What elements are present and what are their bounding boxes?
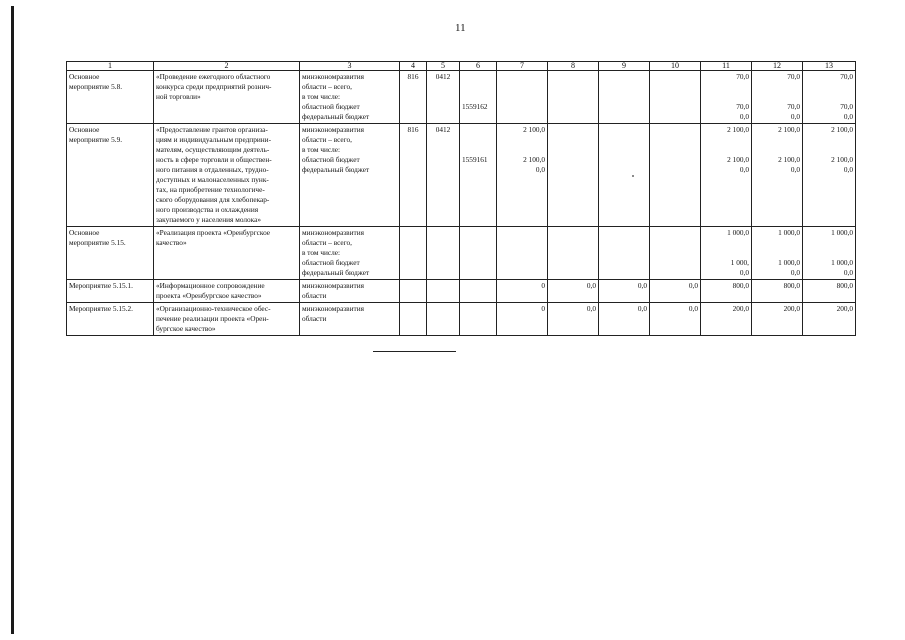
table-cell-col-5 xyxy=(427,71,460,124)
table-cell-col-6 xyxy=(460,124,497,227)
cell-text-line xyxy=(703,248,749,258)
cell-text-line: Мероприятие 5.15.1. xyxy=(69,281,133,290)
col-header-6: 6 xyxy=(460,62,497,71)
table-cell-col-7 xyxy=(497,124,548,227)
cell-text-line xyxy=(462,145,494,155)
cell-text-line: 0,0 xyxy=(790,165,800,174)
cell-text-line: «Организационно-техническое обес- xyxy=(156,304,271,313)
table-cell-col-3 xyxy=(300,71,400,124)
cell-text-line xyxy=(754,135,800,145)
cell-text-line: бургское качество» xyxy=(156,324,216,333)
cell-text-line: Основное xyxy=(69,72,100,81)
col-header-10: 10 xyxy=(650,62,701,71)
table-cell-col-13 xyxy=(803,227,856,280)
table-row xyxy=(67,124,856,227)
cell-text-line: 816 xyxy=(407,125,419,134)
cell-text-line: 70,0 xyxy=(736,72,749,81)
cell-text-line: минэкономразвития xyxy=(302,125,364,134)
cell-text-line: мероприятие 5.8. xyxy=(69,82,123,91)
cell-text-line: циям и индивидуальным предприни- xyxy=(156,135,272,144)
table-cell-col-11 xyxy=(701,280,752,303)
table-row xyxy=(67,280,856,303)
cell-text-line xyxy=(703,238,749,248)
cell-text-line xyxy=(462,135,494,145)
table-cell-col-3 xyxy=(300,303,400,336)
cell-text-line: 70,0 xyxy=(787,72,800,81)
col-header-2: 2 xyxy=(154,62,300,71)
cell-text-line: 2 100,0 xyxy=(727,155,749,164)
col-header-5: 5 xyxy=(427,62,460,71)
cell-text-line xyxy=(703,92,749,102)
cell-text-line: 0,0 xyxy=(843,268,853,277)
cell-text-line xyxy=(754,92,800,102)
table-cell-col-10 xyxy=(650,227,701,280)
table-cell-col-6 xyxy=(460,71,497,124)
cell-text-line: 200,0 xyxy=(732,304,749,313)
header-row xyxy=(67,62,856,71)
end-rule xyxy=(373,351,456,352)
cell-text-line: области xyxy=(302,291,327,300)
table-cell-col-4 xyxy=(400,71,427,124)
table-cell-col-5 xyxy=(427,227,460,280)
col-header-9: 9 xyxy=(599,62,650,71)
cell-text-line: минэкономразвития xyxy=(302,228,364,237)
cell-text-line xyxy=(754,238,800,248)
cell-text-line: 2 100,0 xyxy=(727,125,749,134)
cell-text-line xyxy=(754,248,800,258)
table-cell-col-5 xyxy=(427,280,460,303)
cell-text-line: 70,0 xyxy=(840,72,853,81)
col-header-13: 13 xyxy=(803,62,856,71)
cell-text-line: 0,0 xyxy=(739,165,749,174)
cell-text-line: 0412 xyxy=(435,72,451,81)
cell-text-line: 0,0 xyxy=(688,304,698,313)
table-cell-col-4 xyxy=(400,227,427,280)
col-header-3: 3 xyxy=(300,62,400,71)
table-cell-col-8 xyxy=(548,303,599,336)
cell-text-line: минэкономразвития xyxy=(302,72,364,81)
table-cell-col-9 xyxy=(599,124,650,227)
cell-text-line: ного производства и охлаждения xyxy=(156,205,259,214)
cell-text-line xyxy=(805,82,853,92)
cell-text-line xyxy=(703,82,749,92)
table-cell-col-5 xyxy=(427,124,460,227)
table-cell-col-1 xyxy=(67,71,154,124)
cell-text-line xyxy=(805,248,853,258)
table-cell-col-4 xyxy=(400,303,427,336)
cell-text-line: минэкономразвития xyxy=(302,304,364,313)
table-cell-col-4 xyxy=(400,280,427,303)
cell-text-line: 2 100,0 xyxy=(831,155,853,164)
cell-text-line: 2 100,0 xyxy=(523,125,545,134)
cell-text-line: «Реализация проекта «Оренбургское xyxy=(156,228,271,237)
cell-text-line: 1 000,0 xyxy=(727,228,749,237)
cell-text-line: Мероприятие 5.15.2. xyxy=(69,304,133,313)
cell-text-line: доступных и малонаселенных пунк- xyxy=(156,175,269,184)
table-cell-col-2 xyxy=(154,303,300,336)
table-cell-col-8 xyxy=(548,227,599,280)
table-row xyxy=(67,227,856,280)
cell-text-line: в том числе: xyxy=(302,145,341,154)
table-cell-col-8 xyxy=(548,71,599,124)
cell-text-line: печение реализации проекта «Орен- xyxy=(156,314,269,323)
cell-text-line xyxy=(805,145,853,155)
cell-text-line xyxy=(462,82,494,92)
cell-text-line: 1 000,0 xyxy=(831,228,853,237)
page-number: 11 xyxy=(455,22,466,34)
table-cell-col-12 xyxy=(752,71,803,124)
table-cell-col-1 xyxy=(67,227,154,280)
cell-text-line xyxy=(499,135,545,145)
col-header-7: 7 xyxy=(497,62,548,71)
cell-text-line xyxy=(499,145,545,155)
col-header-1: 1 xyxy=(67,62,154,71)
table-cell-col-2 xyxy=(154,71,300,124)
table-row xyxy=(67,303,856,336)
table-cell-col-11 xyxy=(701,227,752,280)
cell-text-line: 1 000,0 xyxy=(778,228,800,237)
cell-text-line: 800,0 xyxy=(732,281,749,290)
cell-text-line xyxy=(703,135,749,145)
col-header-4: 4 xyxy=(400,62,427,71)
cell-text-line: мероприятие 5.9. xyxy=(69,135,123,144)
cell-text-line: 2 100,0 xyxy=(778,125,800,134)
cell-text-line: 800,0 xyxy=(783,281,800,290)
cell-text-line: ного питания в отдаленных, трудно- xyxy=(156,165,269,174)
table-cell-col-10 xyxy=(650,124,701,227)
cell-text-line: области – всего, xyxy=(302,82,352,91)
scan-speck xyxy=(632,175,634,177)
table-cell-col-3 xyxy=(300,280,400,303)
table-cell-col-7 xyxy=(497,280,548,303)
cell-text-line: ной торговли» xyxy=(156,92,201,101)
col-header-11: 11 xyxy=(701,62,752,71)
table-cell-col-12 xyxy=(752,280,803,303)
cell-text-line: 70,0 xyxy=(787,102,800,111)
cell-text-line: закупаемого у населения молока» xyxy=(156,215,261,224)
cell-text-line: 0,0 xyxy=(739,112,749,121)
cell-text-line: «Предоставление грантов организа- xyxy=(156,125,268,134)
cell-text-line: областной бюджет xyxy=(302,102,360,111)
cell-text-line: 0,0 xyxy=(637,304,647,313)
cell-text-line xyxy=(462,72,494,82)
cell-text-line: 1 000, xyxy=(730,258,749,267)
cell-text-line: областной бюджет xyxy=(302,155,360,164)
cell-text-line: 0,0 xyxy=(790,268,800,277)
cell-text-line: 1559161 xyxy=(462,155,488,164)
cell-text-line: 0 xyxy=(541,304,545,313)
table-cell-col-9 xyxy=(599,227,650,280)
table-cell-col-9 xyxy=(599,71,650,124)
table-cell-col-7 xyxy=(497,303,548,336)
table-cell-col-13 xyxy=(803,124,856,227)
table-cell-col-8 xyxy=(548,280,599,303)
table-cell-col-7 xyxy=(497,227,548,280)
table-cell-col-3 xyxy=(300,227,400,280)
table-cell-col-11 xyxy=(701,124,752,227)
cell-text-line: федеральный бюджет xyxy=(302,112,370,121)
cell-text-line: 0,0 xyxy=(535,165,545,174)
table-cell-col-2 xyxy=(154,227,300,280)
table-cell-col-12 xyxy=(752,124,803,227)
cell-text-line: мероприятие 5.15. xyxy=(69,238,126,247)
table-cell-col-10 xyxy=(650,280,701,303)
table-cell-col-6 xyxy=(460,227,497,280)
cell-text-line: минэкономразвития xyxy=(302,281,364,290)
cell-text-line: 200,0 xyxy=(783,304,800,313)
cell-text-line xyxy=(754,145,800,155)
cell-text-line: 2 100,0 xyxy=(778,155,800,164)
cell-text-line: 1559162 xyxy=(462,102,488,111)
table-cell-col-5 xyxy=(427,303,460,336)
col-header-8: 8 xyxy=(548,62,599,71)
cell-text-line: Основное xyxy=(69,228,100,237)
cell-text-line: конкурса среди предприятий рознич- xyxy=(156,82,272,91)
cell-text-line: 0,0 xyxy=(688,281,698,290)
cell-text-line: «Проведение ежегодного областного xyxy=(156,72,271,81)
cell-text-line: 0,0 xyxy=(843,165,853,174)
cell-text-line: в том числе: xyxy=(302,92,341,101)
cell-text-line: 1 000,0 xyxy=(778,258,800,267)
cell-text-line: «Информационное сопровождение xyxy=(156,281,265,290)
table-cell-col-1 xyxy=(67,303,154,336)
table-cell-col-6 xyxy=(460,280,497,303)
cell-text-line: 2 100,0 xyxy=(523,155,545,164)
cell-text-line: 0,0 xyxy=(843,112,853,121)
cell-text-line: 0,0 xyxy=(637,281,647,290)
table-cell-col-7 xyxy=(497,71,548,124)
cell-text-line xyxy=(462,92,494,102)
table-cell-col-2 xyxy=(154,124,300,227)
cell-text-line: 0,0 xyxy=(790,112,800,121)
cell-text-line: 0,0 xyxy=(586,281,596,290)
table-cell-col-8 xyxy=(548,124,599,227)
table-cell-col-4 xyxy=(400,124,427,227)
table-cell-col-10 xyxy=(650,71,701,124)
cell-text-line: 816 xyxy=(407,72,419,81)
cell-text-line: в том числе: xyxy=(302,248,341,257)
cell-text-line: 0 xyxy=(541,281,545,290)
cell-text-line: федеральный бюджет xyxy=(302,165,370,174)
table-cell-col-13 xyxy=(803,71,856,124)
budget-table xyxy=(66,61,856,336)
cell-text-line xyxy=(754,82,800,92)
cell-text-line: области – всего, xyxy=(302,238,352,247)
table-cell-col-2 xyxy=(154,280,300,303)
cell-text-line: 0412 xyxy=(435,125,451,134)
table-cell-col-3 xyxy=(300,124,400,227)
table-cell-col-9 xyxy=(599,280,650,303)
cell-text-line: Основное xyxy=(69,125,100,134)
cell-text-line xyxy=(805,135,853,145)
table-cell-col-13 xyxy=(803,303,856,336)
table-cell-col-12 xyxy=(752,227,803,280)
cell-text-line: федеральный бюджет xyxy=(302,268,370,277)
cell-text-line xyxy=(462,125,494,135)
table-row xyxy=(67,71,856,124)
cell-text-line: области – всего, xyxy=(302,135,352,144)
cell-text-line: областной бюджет xyxy=(302,258,360,267)
cell-text-line xyxy=(703,145,749,155)
col-header-12: 12 xyxy=(752,62,803,71)
cell-text-line: 800,0 xyxy=(836,281,853,290)
cell-text-line: 0,0 xyxy=(586,304,596,313)
cell-text-line: ского оборудования для хлебопекар- xyxy=(156,195,270,204)
cell-text-line: 1 000,0 xyxy=(831,258,853,267)
table-cell-col-12 xyxy=(752,303,803,336)
cell-text-line: проекта «Оренбургское качество» xyxy=(156,291,262,300)
cell-text-line: 70,0 xyxy=(736,102,749,111)
table-cell-col-11 xyxy=(701,71,752,124)
table-cell-col-13 xyxy=(803,280,856,303)
cell-text-line: области xyxy=(302,314,327,323)
table-cell-col-1 xyxy=(67,124,154,227)
table-cell-col-9 xyxy=(599,303,650,336)
table-cell-col-10 xyxy=(650,303,701,336)
cell-text-line: 2 100,0 xyxy=(831,125,853,134)
cell-text-line: тах, на приобретение технологиче- xyxy=(156,185,265,194)
cell-text-line: качество» xyxy=(156,238,187,247)
scan-edge-mark xyxy=(11,6,14,634)
cell-text-line: 200,0 xyxy=(836,304,853,313)
cell-text-line xyxy=(805,238,853,248)
cell-text-line xyxy=(805,92,853,102)
table-cell-col-1 xyxy=(67,280,154,303)
table-cell-col-11 xyxy=(701,303,752,336)
cell-text-line: 70,0 xyxy=(840,102,853,111)
table-cell-col-6 xyxy=(460,303,497,336)
cell-text-line: ность в сфере торговли и обществен- xyxy=(156,155,272,164)
cell-text-line: мателям, осуществляющим деятель- xyxy=(156,145,270,154)
cell-text-line: 0,0 xyxy=(739,268,749,277)
